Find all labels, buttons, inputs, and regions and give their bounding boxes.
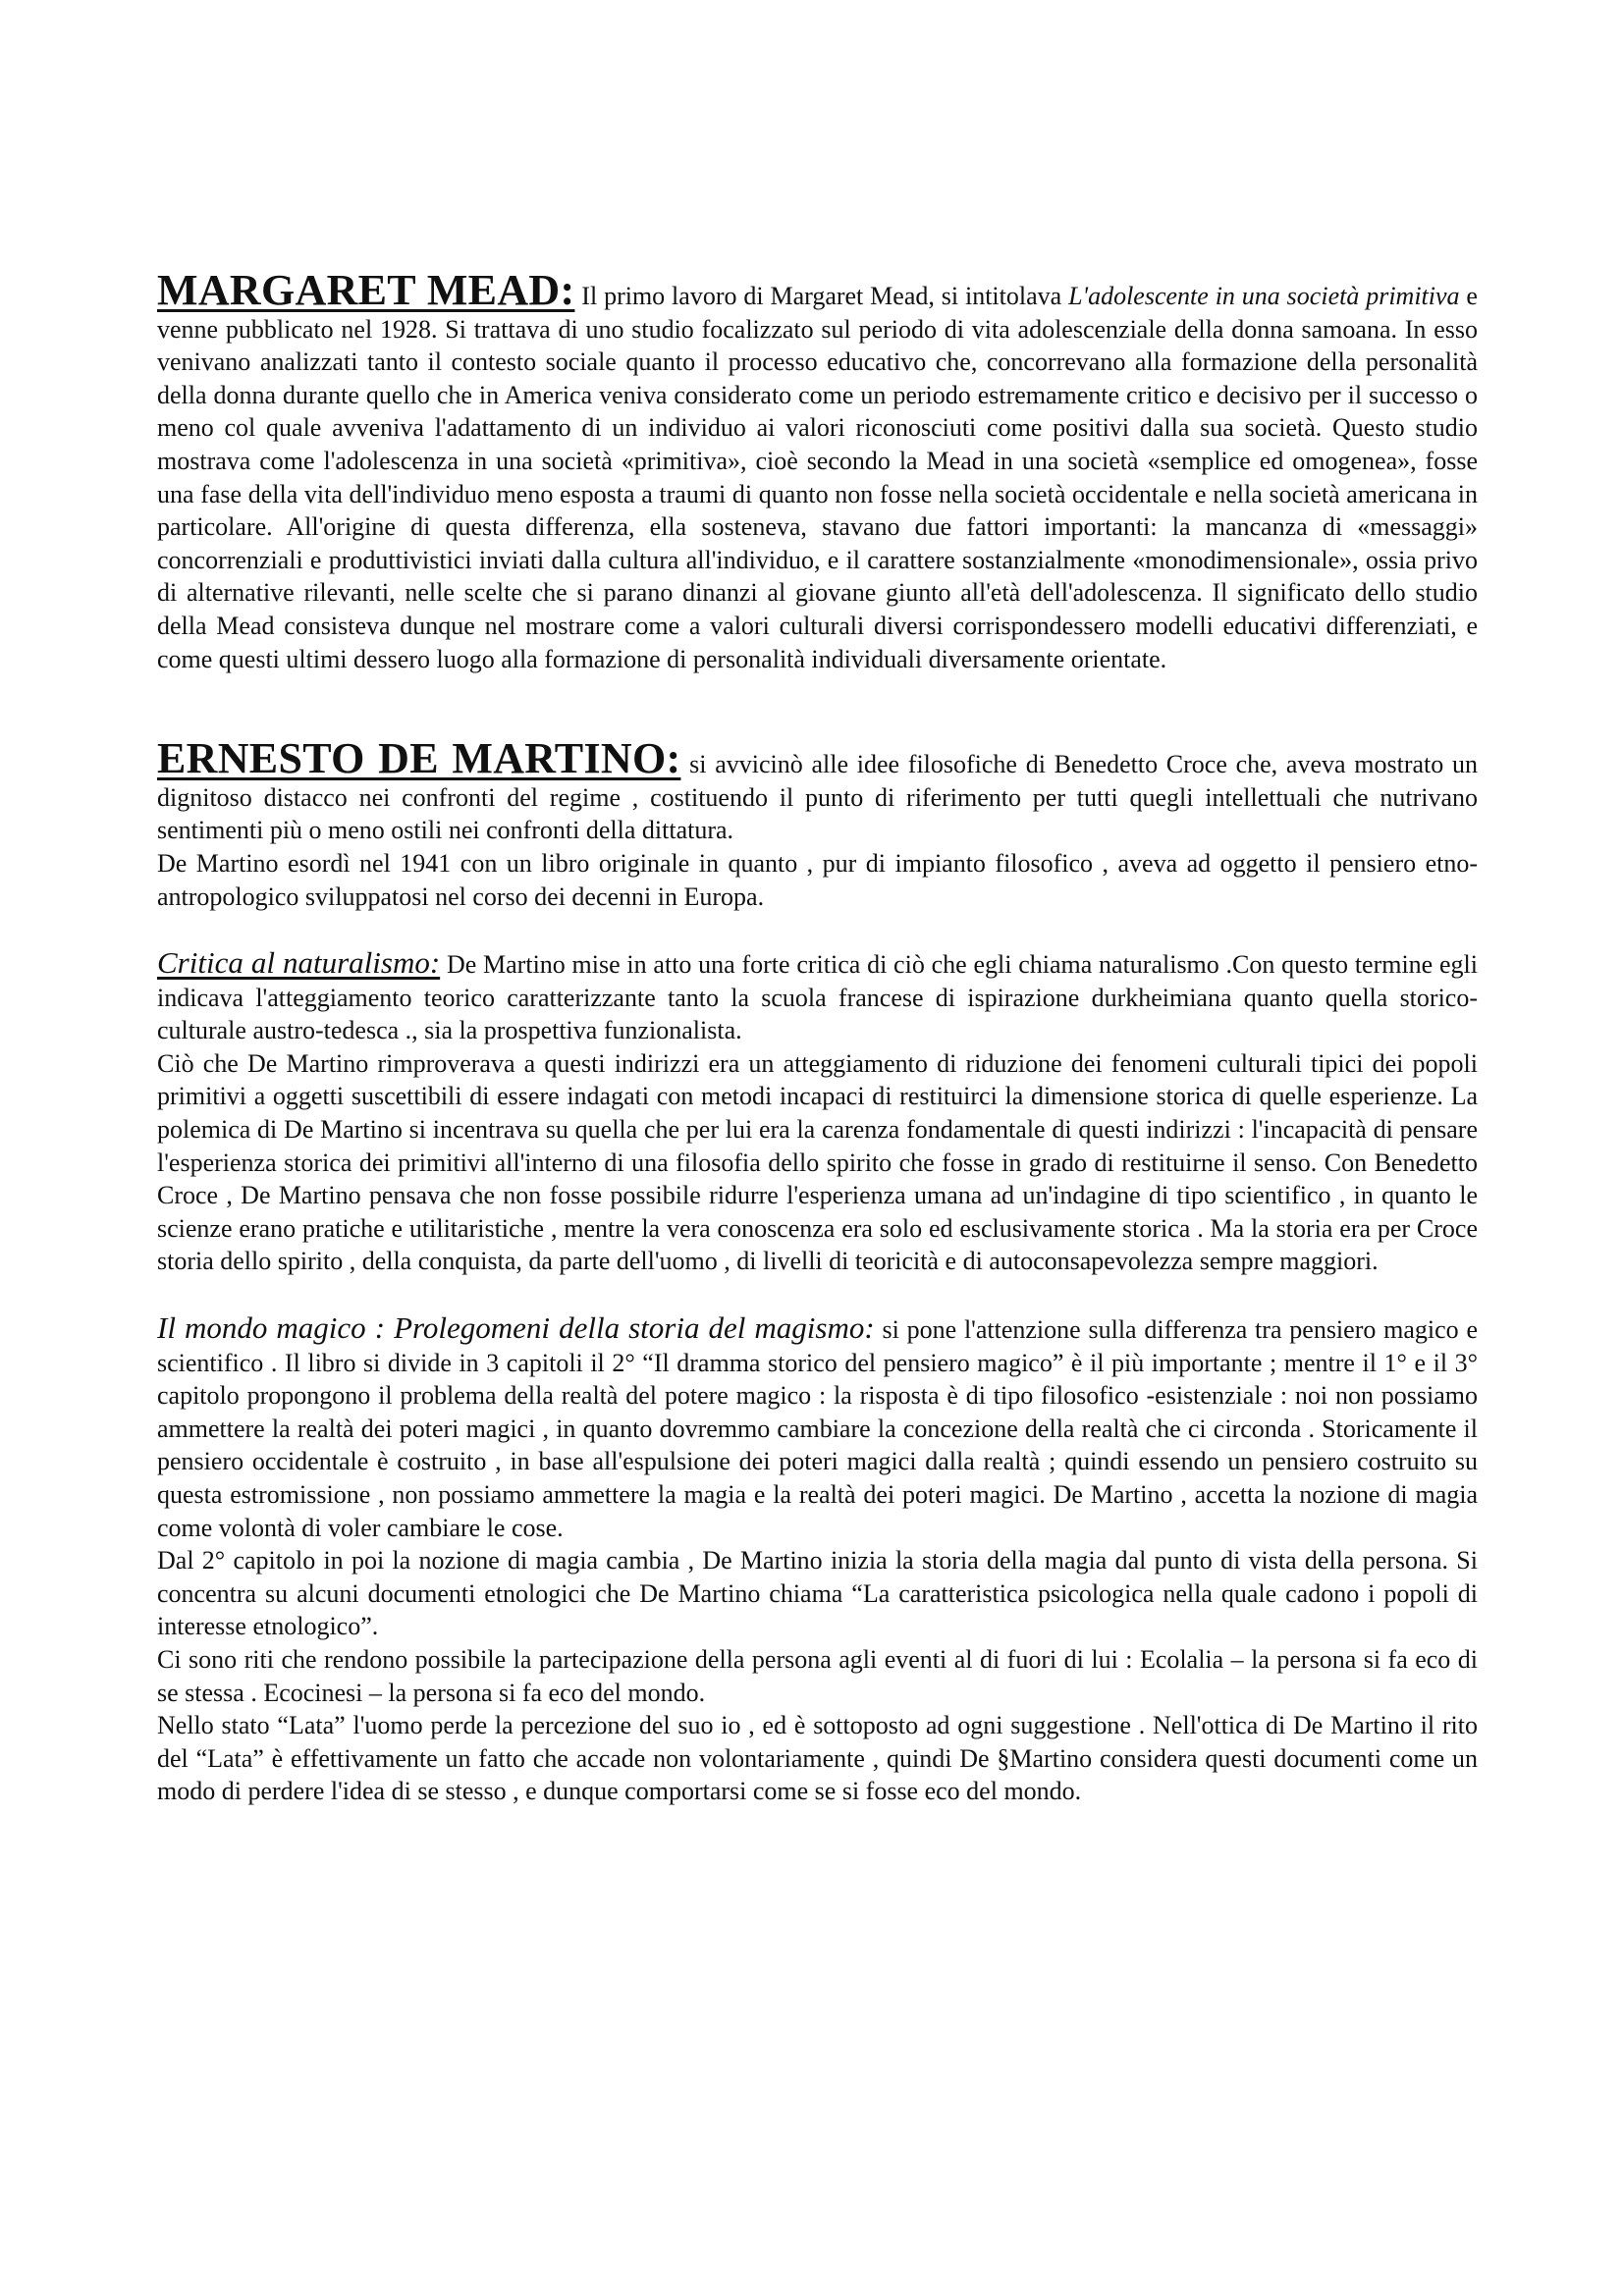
section-ernesto-de-martino	[157, 734, 1478, 913]
de-martino-heading: ERNESTO DE MARTINO:	[157, 734, 681, 783]
document-page	[157, 266, 1479, 1808]
mead-heading: MARGARET MEAD:	[157, 266, 575, 314]
mead-intro: Il primo lavoro di Margaret Mead, si intitolava	[574, 282, 1069, 310]
mondo-paragraph-4: Nello stato “Lata” l'uomo perde la percezione del suo io , ed è sottoposto ad ogni suggestione . Nell'ottica di De Martino il rito del “Lata” è effettivamente un fatto che accade non volontariamente , quindi De §Martino considera questi documenti come un modo di perdere l'idea di se stesso , e dunque comportarsi come se si fosse eco del mondo.	[157, 1711, 1478, 1806]
de-martino-paragraph	[157, 734, 1478, 847]
mead-body: e venne pubblicato nel 1928. Si trattava di uno studio focalizzato sul periodo di vita adolescenziale della donna samoana. In esso venivano analizzati tanto il contesto sociale quanto il processo educativo che, concorrevano alla formazione della personalità della donna durante quello che in America veniva considerato come un periodo estremamente critico e decisivo per il successo o meno col quale avveniva l'adattamento di un individuo ai valori riconosciuti come positivi dalla sua società. Questo studio mostrava come l'adolescenza in una società «primitiva», cioè secondo la Mead in una società «semplice ed omogenea», fosse una fase della vita dell'individuo meno esposta a traumi di quanto non fosse nella società occidentale e nella società americana in particolare. All'origine di questa differenza, ella sosteneva, stavano due fattori importanti: la mancanza di «messaggi» concorrenziali e produttivistici inviati dalla cultura all'individuo, e il carattere sostanzialmente «monodimensionale», ossia privo di alternative rilevanti, nelle scelte che si parano dinanzi al giovane giunto all'età dell'adolescenza. Il significato dello studio della Mead consisteva dunque nel mostrare come a valori culturali diversi corrispondessero modelli educativi differenziati, e come questi ultimi dessero luogo alla formazione di personalità individuali diversamente orientate.	[157, 282, 1478, 673]
critica-paragraph-2: Ciò che De Martino rimproverava a questi indirizzi era un atteggiamento di riduzione dei fenomeni culturali tipici dei popoli primitivi a oggetti suscettibili di essere indagati con metodi incapaci di restituirci la dimensione storica di quelle esperienze. La polemica di De Martino si incentrava su quella che per lui era la carenza fondamentale di questi indirizzi : l'incapacità di pensare l'esperienza storica dei primitivi all'interno di una filosofia dello spirito che fosse in grado di restituirne il senso. Con Benedetto Croce , De Martino pensava che non fosse possibile ridurre l'esperienza umana ad un'indagine di tipo scientifico , in quanto le scienze erano pratiche e utilitaristiche , mentre la vera conoscenza era solo ed esclusivamente storica . Ma la storia era per Croce storia dello spirito , della conquista, da parte dell'uomo , di livelli di teoricità e di autoconsapevolezza sempre maggiori.	[157, 1048, 1478, 1276]
mondo-heading: Il mondo magico : Prolegomeni della storia del magismo:	[157, 1310, 875, 1346]
de-martino-intro: si avvicinò alle idee filosofiche di Benedetto Croce che, aveva mostrato un dignitoso distacco nei confronti del regime , costituendo il punto di riferimento per tutti quegli intellettuali che nutrivano sentimenti più o meno ostili nei confronti della dittatura.	[157, 750, 1478, 845]
spacer	[157, 1278, 1478, 1311]
mondo-text: si pone l'attenzione sulla differenza tra pensiero magico e scientifico . Il libro si divide in 3 capitoli il 2° “Il dramma storico del pensiero magico” è il più importante ; mentre il 1° e il 3° capitolo propongono il problema della realtà del potere magico : la risposta è di tipo filosofico -esistenziale : noi non possiamo ammettere la realtà dei poteri magici , in quanto dovremmo cambiare la concezione della realtà che ci circonda . Storicamente il pensiero occidentale è costruito , in base all'espulsione dei poteri magici dalla realtà ; quindi essendo un pensiero costruito su questa estromissione , non possiamo ammettere la magia e la realtà dei poteri magici. De Martino , accetta la nozione di magia come volontà di voler cambiare le cose.	[157, 1315, 1479, 1542]
critica-paragraph	[157, 946, 1478, 1047]
spacer	[157, 675, 1478, 742]
section-margaret-mead	[157, 266, 1478, 675]
critica-text: De Martino mise in atto una forte critica di ciò che egli chiama naturalismo .Con questo termine egli indicava l'atteggiamento teorico caratterizzante tanto la scuola francese di ispirazione durkheimiana quanto quella storico-culturale austro-tedesca ., sia la prospettiva funzionalista.	[157, 950, 1478, 1045]
mondo-paragraph-3: Ci sono riti che rendono possibile la partecipazione della persona agli eventi al di fuori di lui : Ecolalia – la persona si fa eco di se stessa . Ecocinesi – la persona si fa eco del mondo.	[157, 1644, 1478, 1707]
mead-paragraph	[157, 266, 1478, 675]
mondo-paragraph-2: Dal 2° capitolo in poi la nozione di magia cambia , De Martino inizia la storia della magia dal punto di vista della persona. Si concentra su alcuni documenti etnologici che De Martino chiama “La caratteristica psicologica nella quale cadono i popoli di interesse etnologico”.	[157, 1546, 1478, 1641]
section-critica-naturalismo	[157, 946, 1478, 1278]
spacer	[157, 913, 1478, 946]
mead-book-title: L'adolescente in una società primitiva	[1068, 282, 1460, 310]
section-mondo-magico	[157, 1311, 1478, 1808]
de-martino-paragraph-2: De Martino esordì nel 1941 con un libro originale in quanto , pur di impianto filosofico , aveva ad oggetto il pensiero etno-antropologico sviluppatosi nel corso dei decenni in Europa.	[157, 848, 1478, 911]
critica-heading: Critica al naturalismo:	[157, 945, 441, 981]
mondo-paragraph	[157, 1311, 1478, 1544]
